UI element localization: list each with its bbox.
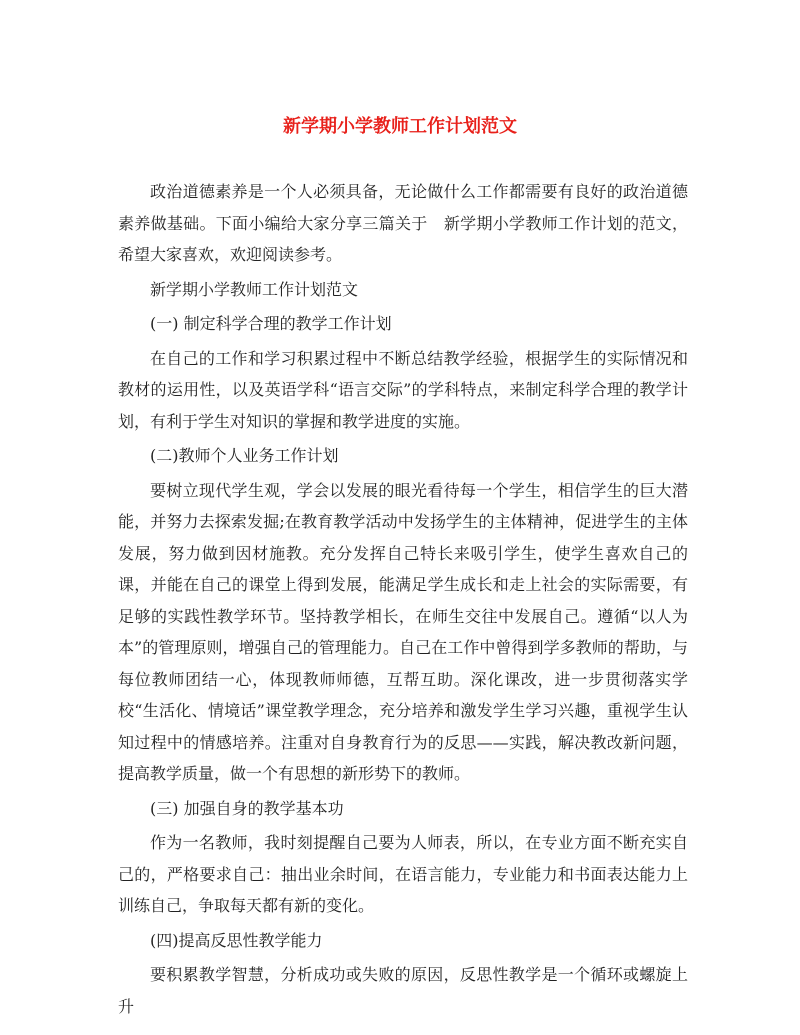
subheading-1: (一) 制定科学合理的教学工作计划 (150, 314, 392, 333)
subheading-3: (三) 加强自身的教学基本功 (150, 798, 344, 818)
subheading-2: (二)教师个人业务工作计划 (150, 446, 339, 465)
paragraph-3: 作为一名教师，我时刻提醒自己要为人师表，所以，在专业方面不断充实自己的，严格要求自己：抽出业余时间，在语言能力，专业能力和书面表达能力上训练自己，争取每天都有新的变化。 (118, 833, 688, 915)
section-heading: 新学期小学教师工作计划范文 (150, 279, 359, 299)
paragraph-1: 在自己的工作和学习积累过程中不断总结教学经验，根据学生的实际情况和教材的运用性，以及英语学科“语言交际”的学科特点，来制定科学合理的教学计划，有利于学生对知识的掌握和教学进度的实施。 (118, 348, 688, 431)
document-body (118, 176, 688, 1025)
paragraph-4: 要积累教学智慧，分析成功或失败的原因，反思性教学是一个循环或螺旋上升 (118, 965, 688, 1016)
intro-paragraph: 政治道德素养是一个人必须具备，无论做什么工作都需要有良好的政治道德素养做基础。下面小编给大家分享三篇关于 新学期小学教师工作计划的范文，希望大家喜欢，欢迎阅读参考。 (118, 182, 688, 264)
paragraph-2: 要树立现代学生观，学会以发展的眼光看待每一个学生，相信学生的巨大潜能，并努力去探索发掘;在教育教学活动中发扬学生的主体精神，促进学生的主体发展，努力做到因材施教。充分发挥自己特长来吸引学生，使学生喜欢自己的课，并能在自己的课堂上得到发展，能满足学生成长和走上社会的实际需要，有足够的实践性教学环节。坚持教学相长，在师生交往中发展自己。遵循“以人为本”的管理原则，增强自己的管理能力。自己在工作中曾得到学多教师的帮助，与每位教师团结一心，体现教师师德，互帮互助。深化课改，进一步贯彻落实学校“生活化、情境话”课堂教学理念，充分培养和激发学生学习兴趣，重视学生认知过程中的情感培养。注重对自身教育行为的反思——实践，解决教改新问题，提高教学质量，做一个有思想的新形势下的教师。 (118, 480, 688, 783)
subheading-4: (四)提高反思性教学能力 (150, 930, 323, 950)
document-title: 新学期小学教师工作计划范文 (283, 116, 517, 137)
